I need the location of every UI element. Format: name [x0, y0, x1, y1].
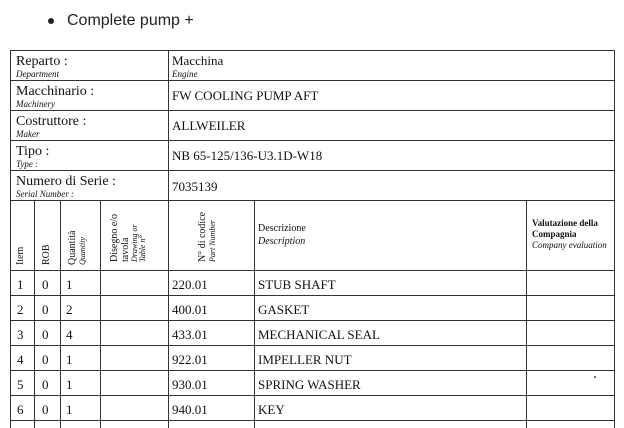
cell-rob: 0	[42, 327, 49, 342]
type-label: Tipo : Type :	[16, 144, 50, 169]
cell-desc: GASKET	[258, 302, 310, 317]
cell-code: 930.01	[172, 377, 208, 392]
machinery-label: Macchinario : Machinery	[16, 84, 95, 109]
cell-code: 220.01	[172, 277, 208, 292]
cell-qty: 4	[66, 327, 73, 342]
col-header-evaluation: Valutazione della Compagnia Company evaluation	[532, 218, 607, 250]
maker-value: ALLWEILER	[172, 118, 246, 133]
scan-speck	[594, 376, 596, 378]
cell-code: 922.01	[172, 352, 208, 367]
cell-rob: 0	[42, 277, 49, 292]
serial-label: Numero di Serie : Serial Number :	[16, 174, 116, 199]
col-header-item: Item	[15, 246, 26, 265]
department-label: Reparto : Department	[16, 54, 68, 79]
cell-item: 6	[17, 402, 24, 417]
machinery-value: FW COOLING PUMP AFT	[172, 88, 319, 103]
cell-rob: 0	[42, 302, 49, 317]
cell-qty: 1	[66, 402, 73, 417]
cell-code: 940.01	[172, 402, 208, 417]
cell-qty: 2	[66, 302, 73, 317]
col-header-quantity: Quantità Quantity	[67, 230, 87, 265]
cell-desc: MECHANICAL SEAL	[258, 327, 380, 342]
serial-value: 7035139	[172, 179, 218, 194]
cell-item: 5	[17, 377, 24, 392]
col-header-drawing: Disegno e/o tavola Drawing or Table n°	[109, 213, 148, 262]
col-header-code: N° di codice Part Number	[197, 211, 217, 262]
col-header-description: Descrizione Description	[258, 223, 306, 247]
cell-desc: KEY	[258, 402, 285, 417]
cell-qty: 1	[66, 277, 73, 292]
cell-item: 3	[17, 327, 24, 342]
cell-code: 433.01	[172, 327, 208, 342]
cell-item: 1	[17, 277, 24, 292]
cell-qty: 1	[66, 352, 73, 367]
cell-rob: 0	[42, 377, 49, 392]
cell-item: 2	[17, 302, 24, 317]
bullet-dot-icon	[48, 18, 54, 24]
bullet-text: Complete pump +	[67, 12, 194, 29]
maker-label: Costruttore : Maker	[16, 114, 87, 139]
cell-rob: 0	[42, 352, 49, 367]
col-header-rob: ROB	[41, 244, 52, 265]
type-value: NB 65-125/136-U3.1D-W18	[172, 148, 323, 163]
bullet-item	[48, 10, 194, 32]
engine-label: Macchina Engine	[172, 53, 224, 79]
cell-desc: IMPELLER NUT	[258, 352, 352, 367]
cell-item: 4	[17, 352, 24, 367]
cell-qty: 1	[66, 377, 73, 392]
parts-sheet	[10, 50, 616, 428]
cell-desc: STUB SHAFT	[258, 277, 336, 292]
cell-rob: 0	[42, 402, 49, 417]
cell-desc: SPRING WASHER	[258, 377, 361, 392]
cell-code: 400.01	[172, 302, 208, 317]
